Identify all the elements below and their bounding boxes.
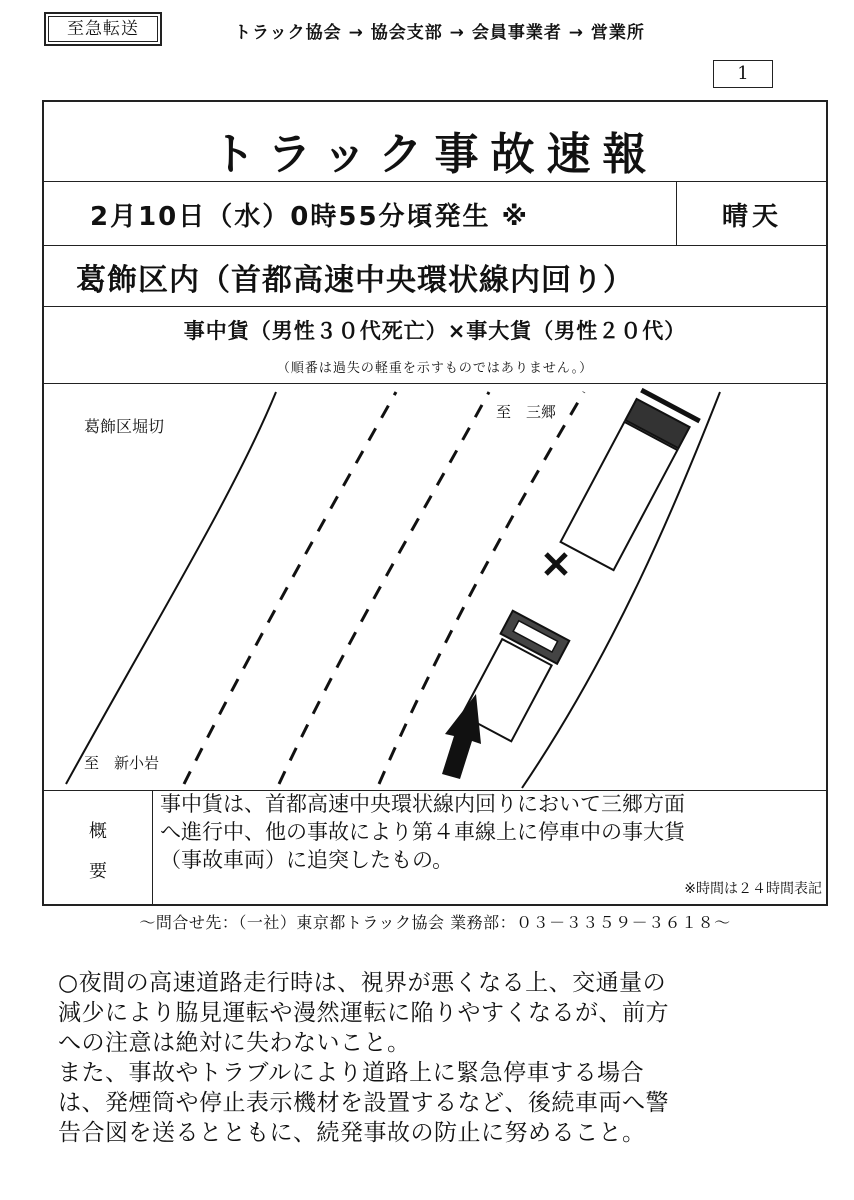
road-edge-left <box>66 392 276 784</box>
contact-info: ～問合せ先：（一社）東京都トラック協会 業務部：０３－３３５９－３６１８～ <box>139 913 731 932</box>
summary-heading <box>44 812 152 892</box>
accident-diagram <box>44 384 826 790</box>
report-title: トラック事故速報 <box>211 129 659 180</box>
page-number: 1 <box>713 60 773 88</box>
involved-parties: 事中貨（男性３０代死亡）×事大貨（男性２０代） <box>183 319 687 343</box>
order-note: （順番は過失の軽重を示すものではありません。） <box>276 361 594 376</box>
divider <box>152 791 153 904</box>
collision-x-icon <box>546 554 566 574</box>
accident-datetime: 2月10日（水）0時55分頃発生 ※ <box>90 202 529 232</box>
direction-label-misato: 至 三郷 <box>496 403 557 421</box>
lane-line <box>184 392 396 784</box>
divider <box>42 245 828 246</box>
summary-text: 事中貨は、首都高速中央環状線内回りにおいて三郷方面 へ進行中、他の事故により第４車線上に停車中の事大貨 （事故車両）に追突したもの。 <box>160 792 685 872</box>
time-format-note: ※時間は２４時間表記 <box>684 881 822 897</box>
distribution-route: トラック協会 → 協会支部 → 会員事業者 → 営業所 <box>234 23 645 43</box>
truck-icon <box>561 390 700 573</box>
travel-arrow-icon <box>442 694 481 779</box>
accident-location: 葛飾区内（首都高速中央環状線内回り） <box>76 263 634 298</box>
divider <box>42 306 828 307</box>
place-label: 葛飾区堀切 <box>84 417 165 436</box>
summary-heading-char: 要 <box>89 861 107 882</box>
summary-heading-char: 概 <box>89 821 107 842</box>
weather: 晴天 <box>721 202 782 232</box>
safety-advice: ○夜間の高速道路走行時は、視界が悪くなる上、交通量の 減少により脇見運転や漫然運転に陥りやすくなるが、前方 への注意は絶対に失わないこと。 また、事故やトラブルにより道路上に緊急停車する場合 は、発煙筒や停止表示機材を設置するなど、後続車両へ警 告合図を送るとともに、続発事故の防止に努めること。 <box>58 970 669 1146</box>
urgent-transfer-stamp: 至急転送 <box>44 12 162 46</box>
direction-label-shinkoiwa: 至 新小岩 <box>84 754 160 772</box>
